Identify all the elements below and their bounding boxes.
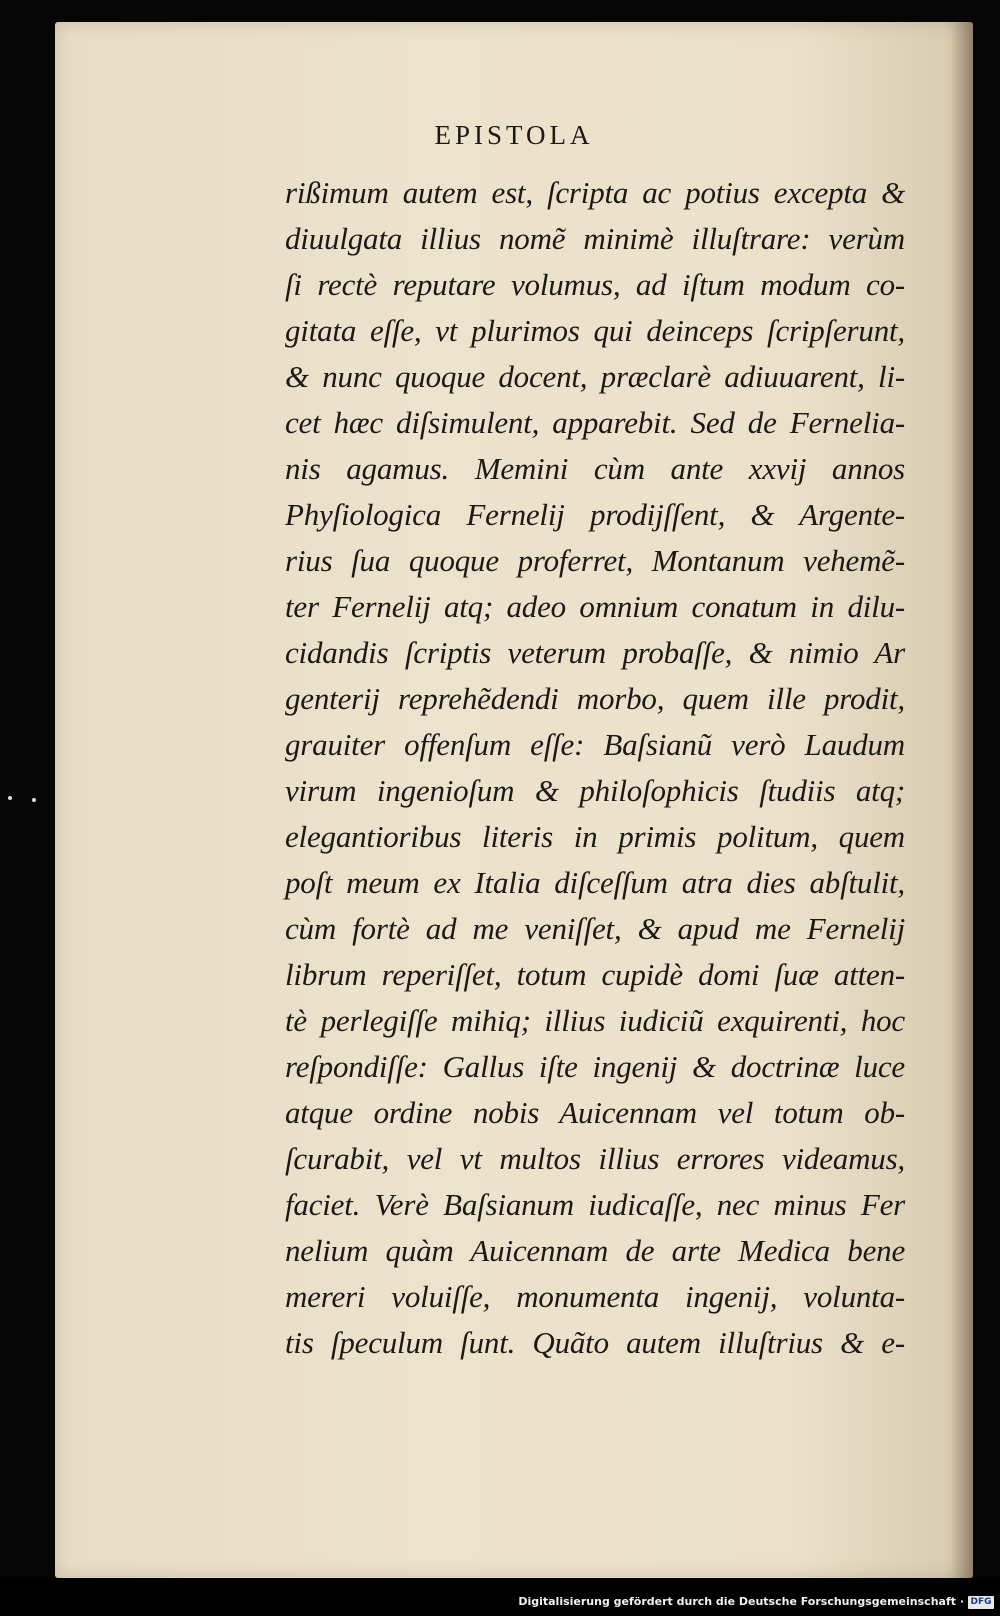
scan-speck: [32, 798, 36, 802]
text-line: rius ſua quoque proferret, Montanum vehemẽ-: [285, 543, 905, 578]
book-page: [55, 22, 973, 1578]
text-line: genterij reprehẽdendi morbo, quem ille prodit,: [285, 681, 905, 716]
body-text: [285, 170, 905, 1366]
footer-bar: [0, 1578, 1000, 1616]
text-line: mereri voluiſſe, monumenta ingenij, volunta-: [285, 1279, 905, 1314]
text-line: Phyſiologica Fernelij prodijſſent, & Argente-: [285, 497, 905, 532]
text-line: cet hæc diſsimulent, apparebit. Sed de Fernelia-: [285, 405, 905, 440]
text-line: poſt meum ex Italia diſceſſum atra dies abſtulit,: [285, 865, 905, 900]
text-line: librum reperiſſet, totum cupidè domi ſuæ atten-: [285, 957, 905, 992]
text-line: tis ſpeculum ſunt. Quãto autem illuſtrius & e-: [285, 1325, 905, 1360]
text-line: & nunc quoque docent, præclarè adiuuarent, li-: [285, 359, 905, 394]
text-line: cùm fortè ad me veniſſet, & apud me Fernelij: [285, 911, 905, 946]
text-line: elegantioribus literis in primis politum, quem: [285, 819, 905, 854]
text-line: faciet. Verè Baſsianum iudicaſſe, nec minus Fer: [285, 1187, 905, 1222]
text-line: ſi rectè reputare volumus, ad iſtum modum co-: [285, 267, 905, 302]
text-line: tè perlegiſſe mihiq; illius iudiciũ exquirenti, hoc: [285, 1003, 905, 1038]
text-line: diuulgata illius nomẽ minimè illuſtrare: verùm: [285, 221, 905, 256]
text-line: rißimum autem est, ſcripta ac potius excepta &: [285, 175, 905, 210]
text-line: virum ingenioſum & philoſophicis ſtudiis atq;: [285, 773, 905, 808]
text-line: nis agamus. Memini cùm ante xxvij annos: [285, 451, 905, 486]
text-line: gitata eſſe, vt plurimos qui deinceps ſcripſerunt,: [285, 313, 905, 348]
text-line: nelium quàm Auicennam de arte Medica bene: [285, 1233, 905, 1268]
text-line: grauiter offenſum eſſe: Baſsianũ verò Laudum: [285, 727, 905, 762]
scan-speck: [8, 796, 12, 800]
footer-credit: Digitalisierung gefördert durch die Deutsche Forschungsgemeinschaft ·: [518, 1595, 964, 1608]
running-head: EPISTOLA: [434, 120, 594, 150]
text-line: atque ordine nobis Auicennam vel totum ob-: [285, 1095, 905, 1130]
text-line: ter Fernelij atq; adeo omnium conatum in dilu-: [285, 589, 905, 624]
text-line: ſcurabit, vel vt multos illius errores videamus,: [285, 1141, 905, 1176]
page-edge-shadow: [951, 22, 973, 1578]
text-line: cidandis ſcriptis veterum probaſſe, & nimio Ar: [285, 635, 905, 670]
text-line: reſpondiſſe: Gallus iſte ingenij & doctrinæ luce: [285, 1049, 905, 1084]
dfg-logo-icon: DFG: [968, 1596, 994, 1609]
